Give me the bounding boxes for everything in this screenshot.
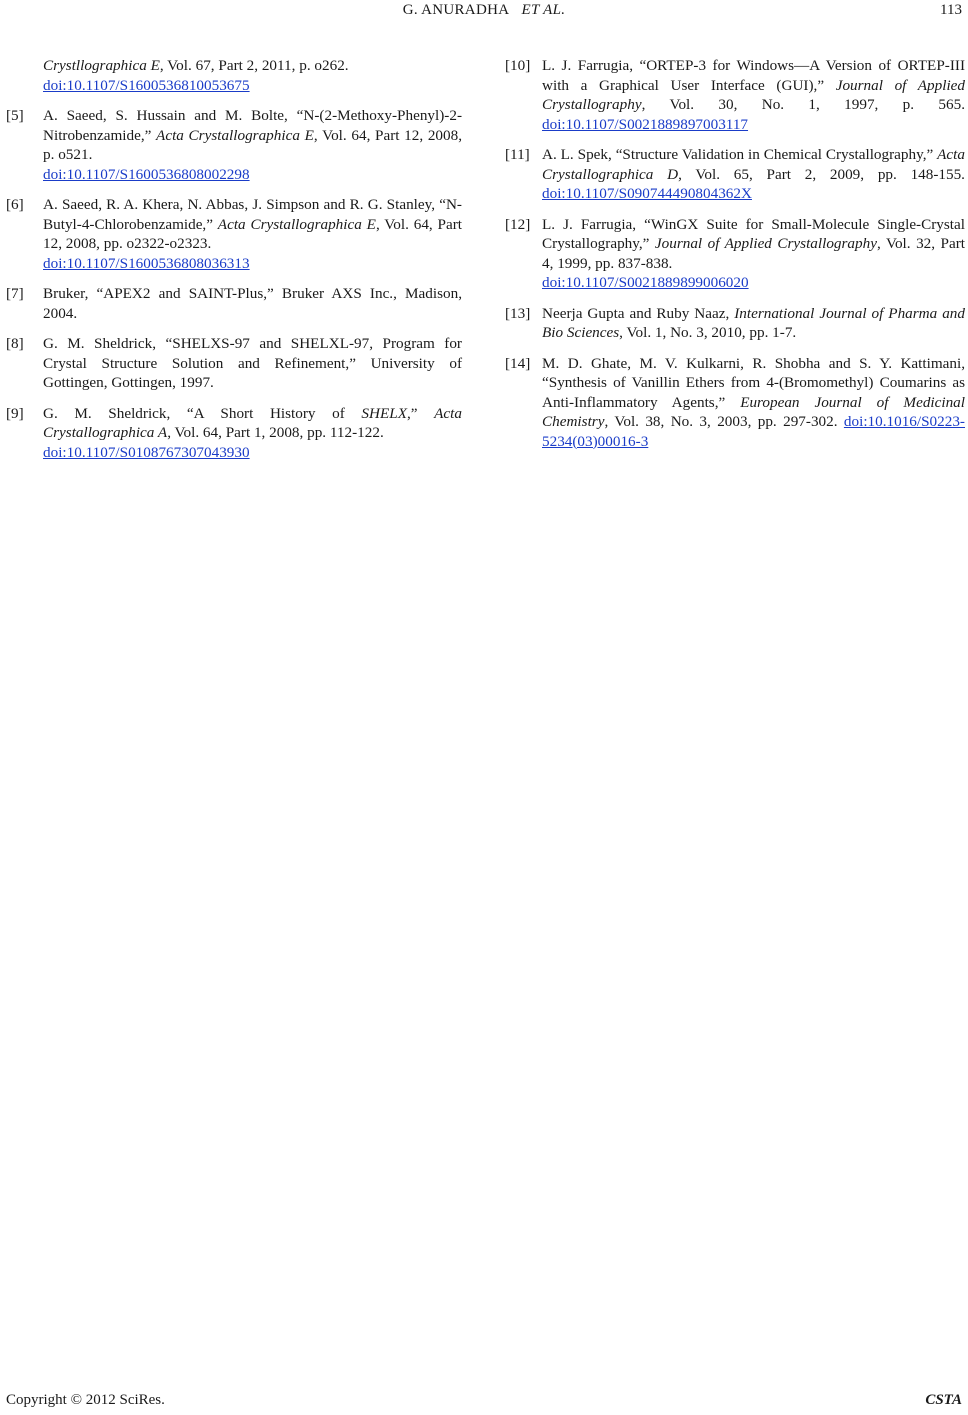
reference-entry — [6, 284, 462, 323]
reference-entry — [505, 145, 965, 204]
reference-italic-text: Acta Crystallographica E — [217, 215, 376, 233]
doi-link[interactable]: doi:10.1107/S1600536810053675 — [43, 76, 250, 94]
doi-line — [43, 254, 462, 274]
reference-number: [13] — [505, 304, 531, 322]
reference-text: L. J. Farrugia, “ORTEP-3 for Windows—A Version of ORTEP-III with a Graphical User Interface (GUI),” — [542, 57, 965, 94]
reference-text: M. D. Ghate, M. V. Kulkarni, R. Shobha and S. Y. Kattimani, “Synthesis of Vanillin Ethers from 4-(Bromomethyl) Coumarins as Anti-Inflammatory Agents,” — [542, 354, 965, 411]
doi-link[interactable]: doi:10.1107/S0021889899006020 — [542, 274, 749, 291]
running-head — [0, 2, 968, 19]
reference-italic-text: International Journal of Pharma and Bio Sciences — [542, 304, 965, 341]
reference-text: A. L. Spek, “Structure Validation in Chemical Crystallography,” — [542, 146, 938, 163]
reference-italic-text: SHELX — [361, 404, 407, 422]
reference-entry — [6, 404, 462, 463]
reference-italic-text: Journal of Applied Crystallography — [542, 76, 965, 113]
reference-number: [12] — [505, 215, 531, 233]
running-head-et-al: ET AL. — [521, 2, 566, 18]
doi-link[interactable]: doi:10.1107/S1600536808002298 — [43, 165, 250, 183]
reference-text: G. M. Sheldrick, “SHELXS-97 and SHELXL-97, Program for Crystal Structure Solution and Refinement,” University of Gottingen, Gottingen, 1997. — [43, 335, 462, 391]
reference-text: L. J. Farrugia, “WinGX Suite for Small-Molecule Single-Crystal Crystallography,” — [542, 215, 965, 252]
copyright-notice: Copyright © 2012 SciRes. — [6, 1392, 165, 1408]
reference-entry — [505, 304, 965, 343]
reference-entry — [6, 106, 462, 184]
page-number: 113 — [940, 2, 962, 18]
reference-italic-text: Acta Crystallographica E — [156, 126, 314, 144]
page-footer — [0, 1392, 968, 1412]
doi-line — [43, 165, 462, 185]
reference-italic-text: Journal of Applied Crystallography — [654, 235, 877, 252]
reference-number: [11] — [505, 146, 530, 163]
reference-text: , Vol. 64, Part 12, 2008, p. o521. — [43, 126, 462, 163]
reference-number: [7] — [6, 285, 24, 302]
reference-text: , Vol. 1, No. 3, 2010, pp. 1-7. — [619, 324, 797, 341]
reference-text: , Vol. 64, Part 1, 2008, pp. 112-122. — [167, 424, 384, 441]
doi-link[interactable]: doi:10.1107/S0108767307043930 — [43, 443, 250, 461]
reference-number: [8] — [6, 335, 24, 352]
doi-line — [43, 76, 462, 96]
reference-text: Neerja Gupta and Ruby Naaz, — [542, 304, 735, 322]
doi-link[interactable]: doi:10.1107/S1600536808036313 — [43, 254, 250, 272]
reference-text: , Vol. 30, No. 1, 1997, p. 565. — [641, 96, 965, 113]
doi-link[interactable]: doi:10.1016/S0223-5234(03)00016-3 — [542, 413, 965, 450]
reference-number: [10] — [505, 57, 531, 74]
reference-text: , Vol. 65, Part 2, 2009, pp. 148-155. — [678, 165, 965, 183]
reference-number: [5] — [6, 107, 24, 124]
reference-entry — [6, 195, 462, 273]
reference-number: [14] — [505, 354, 531, 372]
reference-text: , Vol. 67, Part 2, 2011, p. o262. — [159, 57, 349, 74]
reference-entry — [505, 215, 965, 293]
reference-entry — [6, 56, 462, 95]
reference-text: G. M. Sheldrick, “A Short History of — [43, 404, 362, 422]
reference-italic-text: Acta Crystallographica A — [43, 404, 462, 441]
reference-italic-text: Acta Crystallographica D — [542, 146, 965, 183]
reference-text: A. Saeed, S. Hussain and M. Bolte, “N-(2-Methoxy-Phenyl)-2-Nitrobenzamide,” — [43, 107, 462, 144]
references-left-column — [6, 56, 462, 473]
reference-italic-text: Crystllographica E — [43, 57, 160, 74]
journal-abbreviation: CSTA — [925, 1392, 962, 1408]
doi-link[interactable]: doi:10.1107/S090744490804362X — [542, 185, 752, 202]
reference-number: [6] — [6, 196, 24, 213]
reference-text: Bruker, “APEX2 and SAINT-Plus,” Bruker AXS Inc., Madison, 2004. — [43, 285, 462, 322]
reference-italic-text: European Journal of Medicinal Chemistry — [542, 393, 965, 430]
reference-text: ,” — [406, 404, 435, 422]
reference-entry — [505, 56, 965, 134]
doi-line — [43, 443, 462, 463]
reference-text: , Vol. 64, Part 12, 2008, pp. o2322-o2323. — [43, 215, 462, 252]
running-head-author: G. ANURADHA — [402, 2, 510, 18]
reference-entry — [505, 354, 965, 452]
doi-link[interactable]: doi:10.1107/S0021889897003117 — [542, 115, 749, 133]
doi-line — [542, 273, 965, 293]
references-right-column — [505, 56, 965, 462]
reference-text: , Vol. 32, Part 4, 1999, pp. 837-838. — [542, 235, 965, 272]
reference-text: , Vol. 38, No. 3, 2003, pp. 297-302. — [604, 413, 844, 430]
reference-text: A. Saeed, R. A. Khera, N. Abbas, J. Simpson and R. G. Stanley, “N-Butyl-4-Chlorobenzamide,” — [43, 196, 462, 233]
reference-entry — [6, 334, 462, 393]
reference-number: [9] — [6, 404, 24, 422]
page-header — [0, 2, 968, 26]
